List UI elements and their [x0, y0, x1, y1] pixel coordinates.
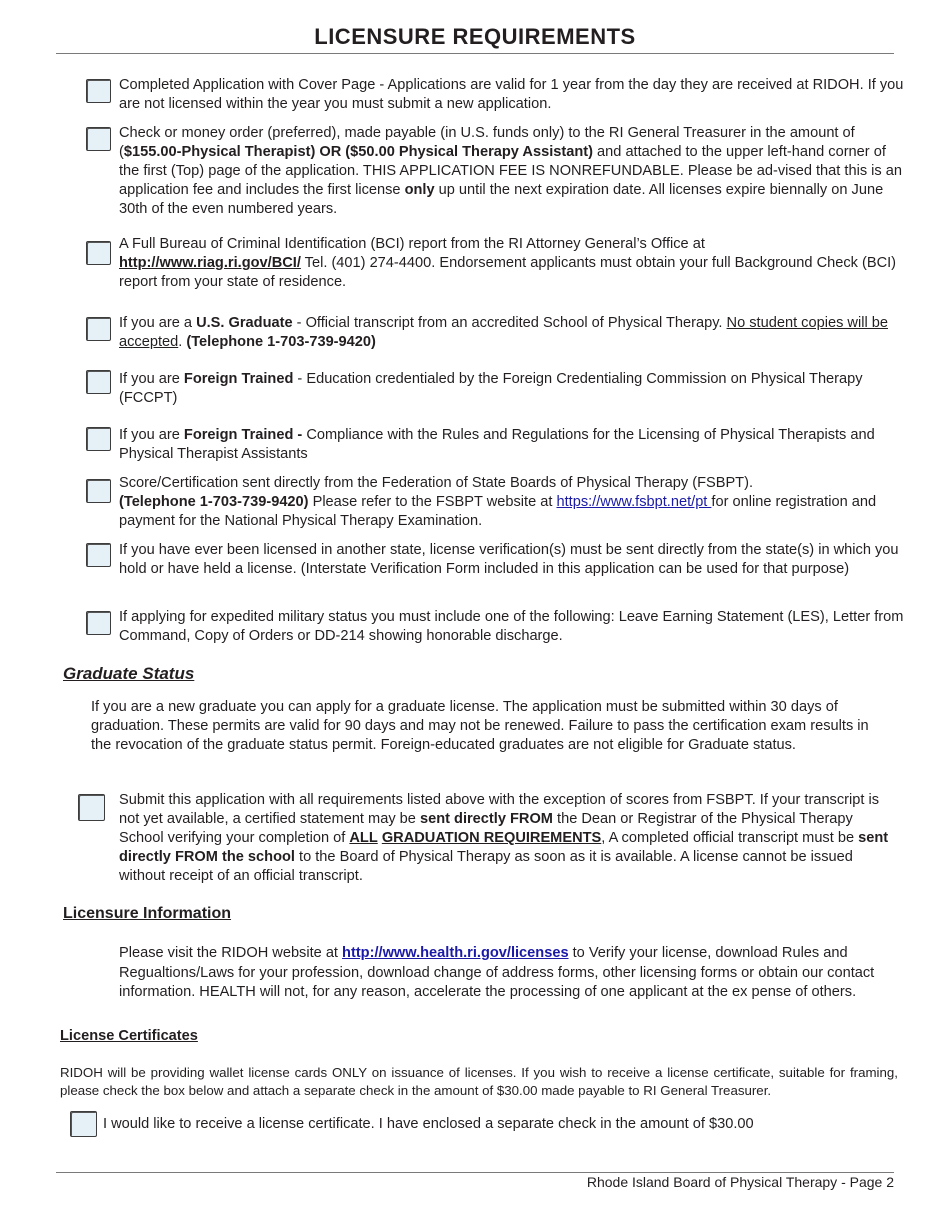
requirement-fee [119, 124, 909, 219]
verification-text: If you have ever been licensed in another state, license verification(s) must be sent directly from the state(s) in which you hold or have held a license. (Interstate Verification Form included in this application can be used for that purpose) [119, 542, 899, 577]
licensure-info-text [119, 944, 884, 1003]
grad-text-5: to the Board of Physical Therapy as soon as it is available. A license cannot be issued without receipt of an official transcript. [119, 849, 853, 884]
page-footer: Rhode Island Board of Physical Therapy - Page 2 [586, 1174, 894, 1190]
score-text-1: Score/Certification sent directly from the Federation of State Boards of Physical Therapy (FSBPT). [119, 475, 754, 491]
requirement-us-graduate [119, 314, 909, 352]
fee-text-3: up until the next expiration date. All licenses expire biennally on June 30th of the even numbered years. [119, 182, 884, 217]
foreign1-label: Foreign Trained [183, 371, 294, 387]
checkbox-us-graduate[interactable] [86, 317, 111, 341]
requirement-foreign-education [119, 370, 909, 408]
bci-text-2: Tel. (401) 274-4400. Endorsement applicants must obtain your full Background Check (BCI) report from your state of residence. [119, 255, 897, 290]
score-text-2: Please refer to the FSBPT website at [308, 494, 557, 510]
checkbox-fee[interactable] [86, 127, 111, 151]
grad-sent-from-school: sent directly FROM the school [119, 830, 889, 865]
checkbox-foreign-education[interactable] [86, 370, 111, 394]
score-text-3: for online registration and payment for the National Physical Therapy Examination. [119, 494, 877, 529]
usgrad-text-3: . [178, 334, 187, 350]
military-text: If applying for expedited military status you must include one of the following: Leave Earning Statement (LES), Letter from Command, Copy of Orders or DD-214 showing honorable discharge. [119, 609, 904, 644]
grad-sent-from: sent directly FROM [419, 811, 553, 827]
usgrad-telephone: (Telephone 1-703-739-9420) [186, 334, 376, 350]
requirement-foreign-compliance [119, 426, 909, 464]
foreign2-label: Foreign Trained - [183, 427, 303, 443]
fsbpt-link[interactable]: https://www.fsbpt.net/pt [556, 494, 712, 510]
checkbox-bci[interactable] [86, 241, 111, 265]
graduate-status-intro: If you are a new graduate you can apply for a graduate license. The application must be submitted within 30 days of graduation. These permits are valid for 90 days and may not be renewed. Failure to pass the certification exam results in the revocation of the graduate status permit. Foreign-educated graduates are not eligible for Graduate status. [91, 699, 869, 753]
ridoh-licenses-link[interactable]: http://www.health.ri.gov/licenses [342, 945, 569, 961]
graduate-requirement [119, 791, 894, 886]
score-telephone: (Telephone 1-703-739-9420) [119, 494, 309, 510]
requirement-application [119, 76, 909, 114]
fee-amounts: $155.00-Physical Therapist) OR ($50.00 Physical Therapy Assistant) [123, 144, 593, 160]
foreign2-text-2: Compliance with the Rules and Regulations for the Licensing of Physical Therapists and Physical Therapist Assistants [119, 427, 875, 462]
grad-requirements: GRADUATION REQUIREMENTS [381, 830, 602, 846]
licinfo-text-2: to Verify your license, download Rules and Regualtions/Laws for your profession, download change of address forms, other licensing forms or obtain our contact information. HEALTH will not, for any reason, accelerate the processing of one applicant at the ex pense of others. [119, 945, 875, 1000]
graduate-status-heading: Graduate Status [63, 664, 195, 683]
grad-text-2: the Dean or Registrar of the Physical Therapy School verifying your completion of [119, 811, 853, 846]
fee-text-1: Check or money order (preferred), made payable (in U.S. funds only) to the RI General Treasurer in the amount of ( [119, 125, 855, 160]
checkbox-graduate[interactable] [78, 794, 105, 821]
checkbox-verification[interactable] [86, 543, 111, 567]
licensure-info-heading: Licensure Information [63, 905, 232, 922]
fee-only: only [404, 182, 435, 198]
usgrad-text-1: If you are a [119, 315, 197, 331]
footer-divider [56, 1172, 894, 1173]
checkbox-foreign-compliance[interactable] [86, 427, 111, 451]
foreign1-text-1: If you are [119, 371, 184, 387]
license-certificates-text: RIDOH will be providing wallet license cards ONLY on issuance of licenses. If you wish to receive a license certificate, suitable for framing, please check the box below and attach a separate check in the amount of $30.00 made payable to RI General Treasurer. [60, 1065, 898, 1098]
usgrad-label: U.S. Graduate [196, 315, 293, 331]
checkbox-application[interactable] [86, 79, 111, 103]
title-divider [56, 53, 894, 54]
requirement-military [119, 608, 909, 646]
requirement-application-text: Completed Application with Cover Page - Applications are valid for 1 year from the day they are received at RIDOH. If you are not licensed within the year you must submit a new application. [119, 77, 904, 112]
license-certificates-heading: License Certificates [60, 1028, 198, 1044]
licinfo-text-1: Please visit the RIDOH website at [119, 945, 343, 961]
bci-text-1: A Full Bureau of Criminal Identification (BCI) report from the RI Attorney General’s Office at [119, 236, 705, 252]
usgrad-no-copies: No student copies will be accepted [119, 315, 888, 350]
requirement-bci [119, 235, 909, 292]
fee-text-2: and attached to the upper left-hand corner of the first (Top) page of the application. THIS APPLICATION FEE IS NONREFUNDABLE. Please be ad-vised that this is an application fee and includes the first license [119, 144, 902, 198]
usgrad-text-2: - Official transcript from an accredited School of Physical Therapy. [292, 315, 727, 331]
foreign1-text-2: - Education credentialed by the Foreign Credentialing Commission on Physical Therapy (FCCPT) [119, 371, 863, 406]
certificate-checkbox-label: I would like to receive a license certificate. I have enclosed a separate check in the amount of $30.00 [103, 1116, 754, 1132]
requirement-verification [119, 541, 909, 579]
grad-text-4: , A completed official transcript must be [601, 830, 859, 846]
checkbox-military[interactable] [86, 611, 111, 635]
bci-link[interactable]: http://www.riag.ri.gov/BCI/ [119, 255, 301, 271]
grad-all: ALL [349, 830, 378, 846]
checkbox-certificate[interactable] [70, 1111, 97, 1137]
grad-text-1: Submit this application with all requirements listed above with the exception of scores from FSBPT. If your transcript is not yet available, a certified statement may be [119, 792, 880, 827]
foreign2-text-1: If you are [119, 427, 184, 443]
checkbox-score[interactable] [86, 479, 111, 503]
page-title: LICENSURE REQUIREMENTS [314, 24, 636, 49]
requirement-score [119, 474, 909, 531]
